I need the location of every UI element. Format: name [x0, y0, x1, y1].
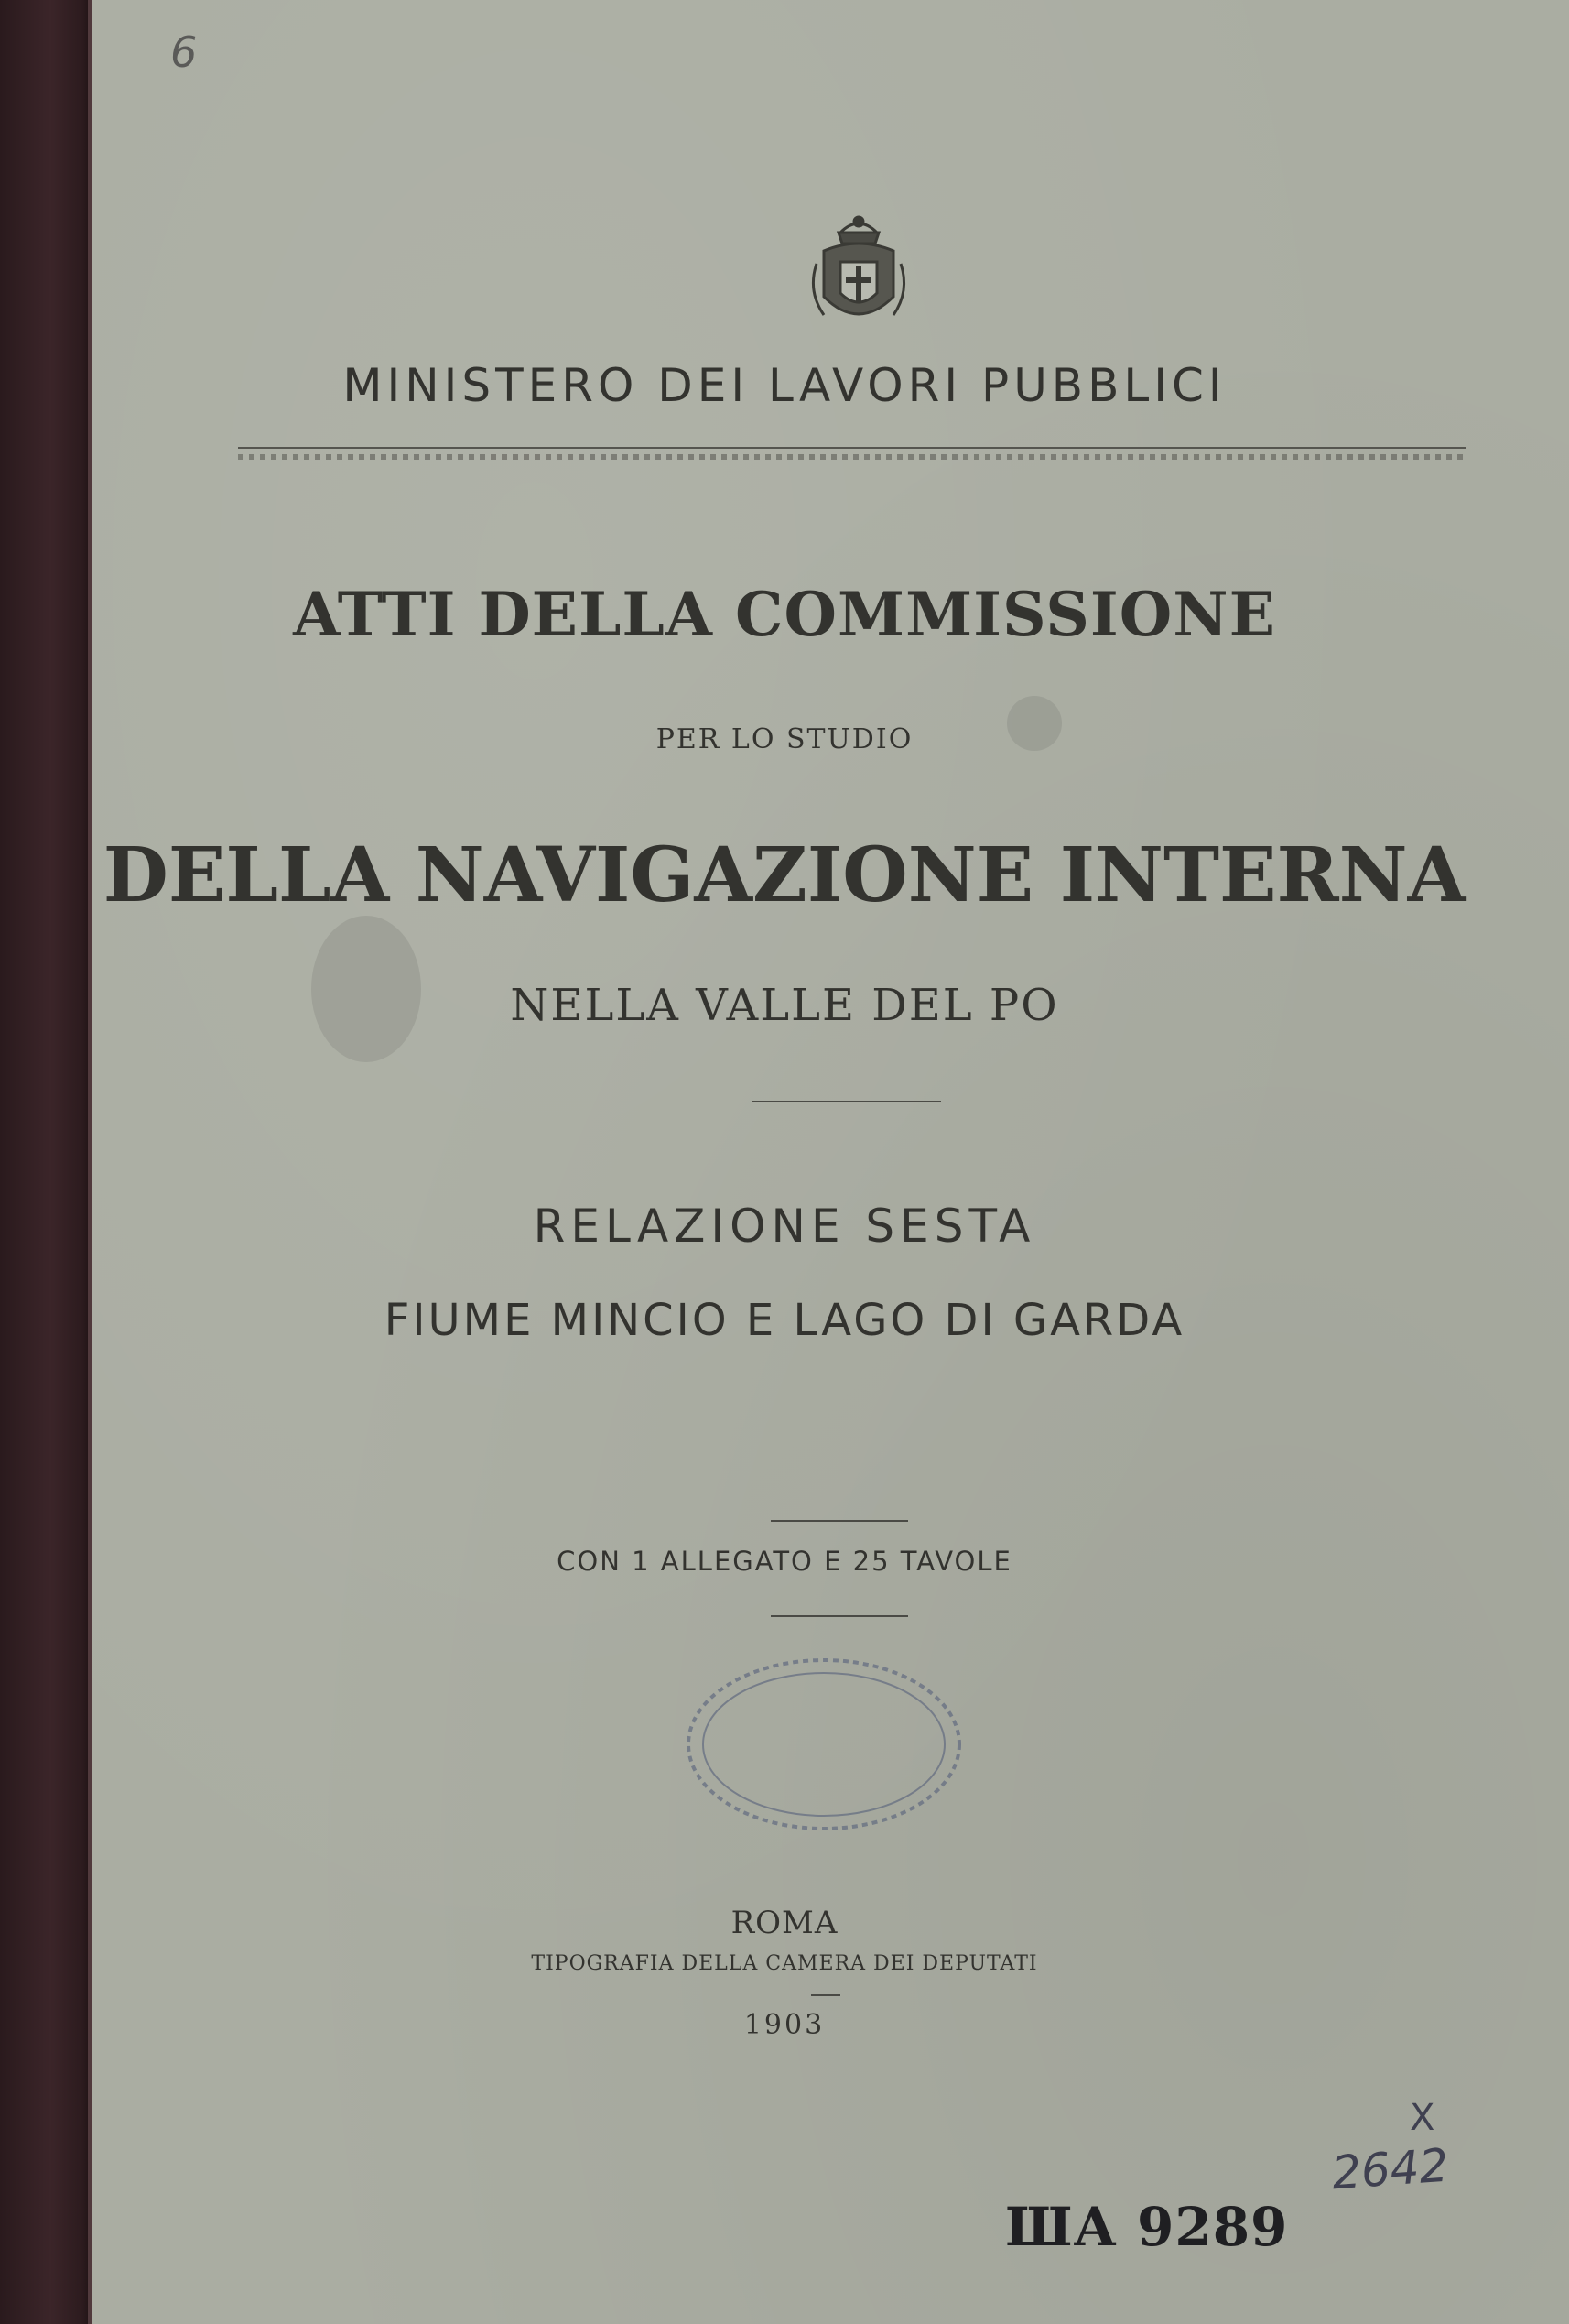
ministry-heading: MINISTERO DEI LAVORI PUBBLICI — [342, 359, 1227, 412]
shelfmark-stamp: ША 9289 — [1005, 2196, 1289, 2258]
handwritten-mark: X — [1410, 2097, 1435, 2139]
publisher: TIPOGRAFIA DELLA CAMERA DEI DEPUTATI — [531, 1952, 1038, 1975]
handwritten-number: 6 — [170, 27, 198, 77]
divider-line — [771, 1520, 908, 1522]
royal-crest-icon — [806, 209, 912, 335]
divider-line — [238, 447, 1466, 449]
divider-line — [811, 1994, 840, 1996]
library-stamp — [677, 1648, 970, 1841]
report-number: RELAZIONE SESTA — [533, 1200, 1036, 1253]
attachments-note: CON 1 ALLEGATO E 25 TAVOLE — [557, 1546, 1012, 1577]
title-line-1: ATTI DELLA COMMISSIONE — [293, 579, 1276, 650]
title-line-3: DELLA NAVIGAZIONE INTERNA — [103, 831, 1466, 919]
divider-line — [771, 1615, 908, 1617]
publication-city: ROMA — [730, 1905, 839, 1941]
divider-line — [752, 1101, 941, 1102]
cover-page — [92, 0, 1569, 2324]
title-line-2: PER LO STUDIO — [655, 723, 914, 755]
handwritten-catalog-number: 2642 — [1330, 2138, 1451, 2200]
publication-year: 1903 — [743, 2009, 826, 2041]
report-subject: FIUME MINCIO E LAGO DI GARDA — [384, 1295, 1185, 1346]
book-spine — [0, 0, 92, 2324]
title-line-4: NELLA VALLE DEL PO — [510, 980, 1059, 1031]
divider-ornament — [238, 454, 1466, 460]
